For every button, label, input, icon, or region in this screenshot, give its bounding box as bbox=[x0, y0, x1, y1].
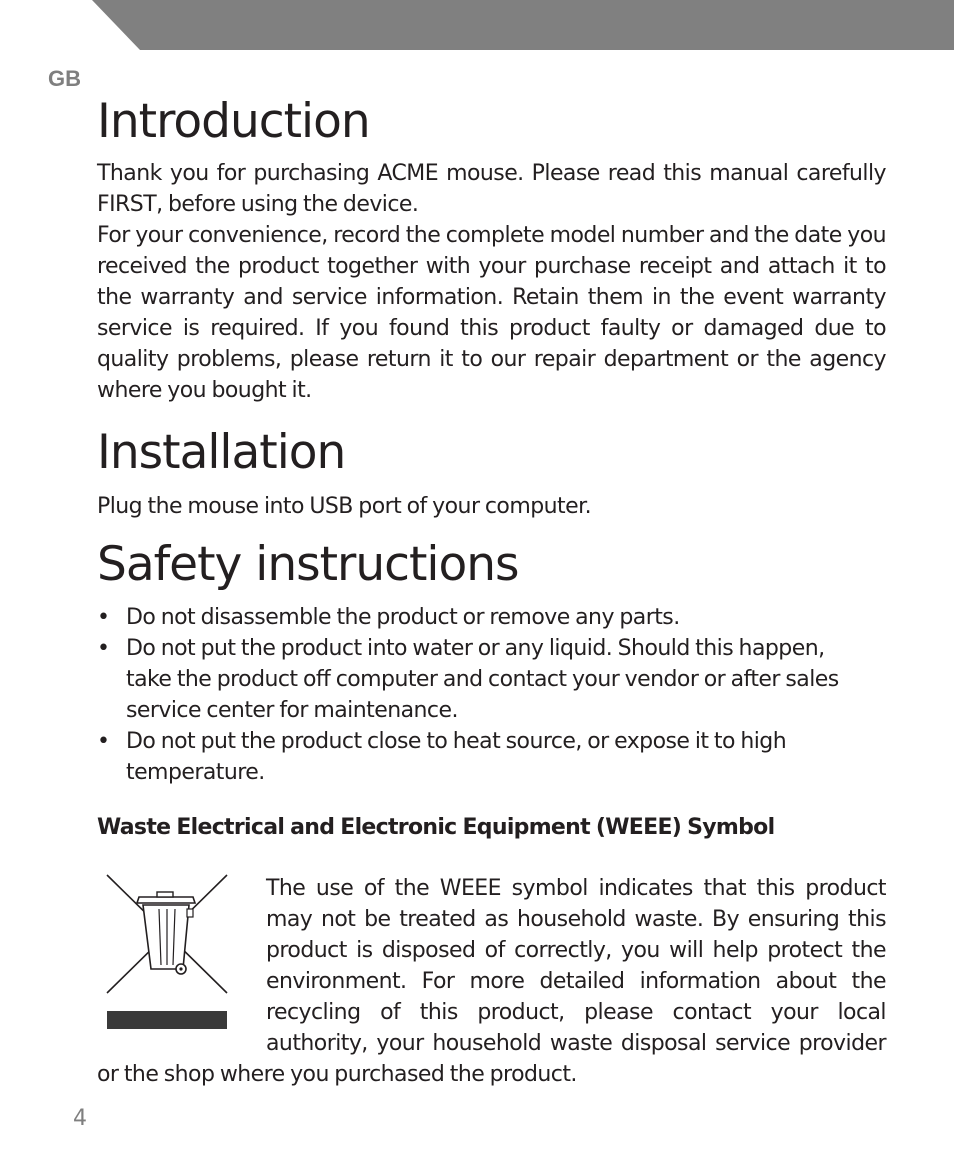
installation-title: Installation bbox=[97, 425, 346, 480]
header-band bbox=[0, 0, 954, 50]
weee-section bbox=[97, 873, 886, 1090]
introduction-title: Introduction bbox=[97, 94, 370, 149]
introduction-paragraph-1: Thank you for purchasing ACME mouse. Please read this manual carefully FIRST, before using the device. bbox=[97, 161, 886, 217]
crossed-out-wheelie-bin-icon bbox=[99, 873, 239, 1033]
weee-paragraph: The use of the WEEE symbol indicates that this product may not be treated as household waste. By ensuring this product is disposed of correctly, you will help protect the environment. For more detailed information about the recycling of this product, please contact your local authority, your household waste disposal service provider or the shop where you purchased the product. bbox=[97, 876, 886, 1087]
bullet-glyph: • bbox=[97, 605, 110, 630]
language-code: GB bbox=[48, 66, 81, 91]
safety-item bbox=[97, 726, 867, 788]
installation-paragraph: Plug the mouse into USB port of your computer. bbox=[97, 494, 592, 519]
safety-item-text: Do not disassemble the product or remove any parts. bbox=[126, 605, 680, 630]
bullet-glyph: • bbox=[97, 729, 110, 754]
safety-item-text: Do not put the product into water or any liquid. Should this happen, take the product off computer and contact your vendor or after sales service center for maintenance. bbox=[126, 636, 839, 723]
page-content bbox=[97, 92, 886, 1090]
page-number: 4 bbox=[73, 1106, 87, 1131]
safety-item bbox=[97, 633, 867, 726]
bullet-glyph: • bbox=[97, 636, 110, 661]
safety-item bbox=[97, 602, 867, 633]
safety-item-text: Do not put the product close to heat source, or expose it to high temperature. bbox=[126, 729, 787, 785]
weee-symbol bbox=[99, 873, 239, 1033]
safety-title: Safety instructions bbox=[97, 537, 519, 592]
weee-heading: Waste Electrical and Electronic Equipment (WEEE) Symbol bbox=[97, 815, 775, 840]
safety-list bbox=[97, 602, 867, 788]
introduction-paragraph-2: For your convenience, record the complete model number and the date you received the product together with your purchase receipt and attach it to the warranty and service information. Retain them in the event warranty service is required. If you found this product faulty or damaged due to quality problems, please return it to our repair department or the agency where you bought it. bbox=[97, 223, 886, 403]
